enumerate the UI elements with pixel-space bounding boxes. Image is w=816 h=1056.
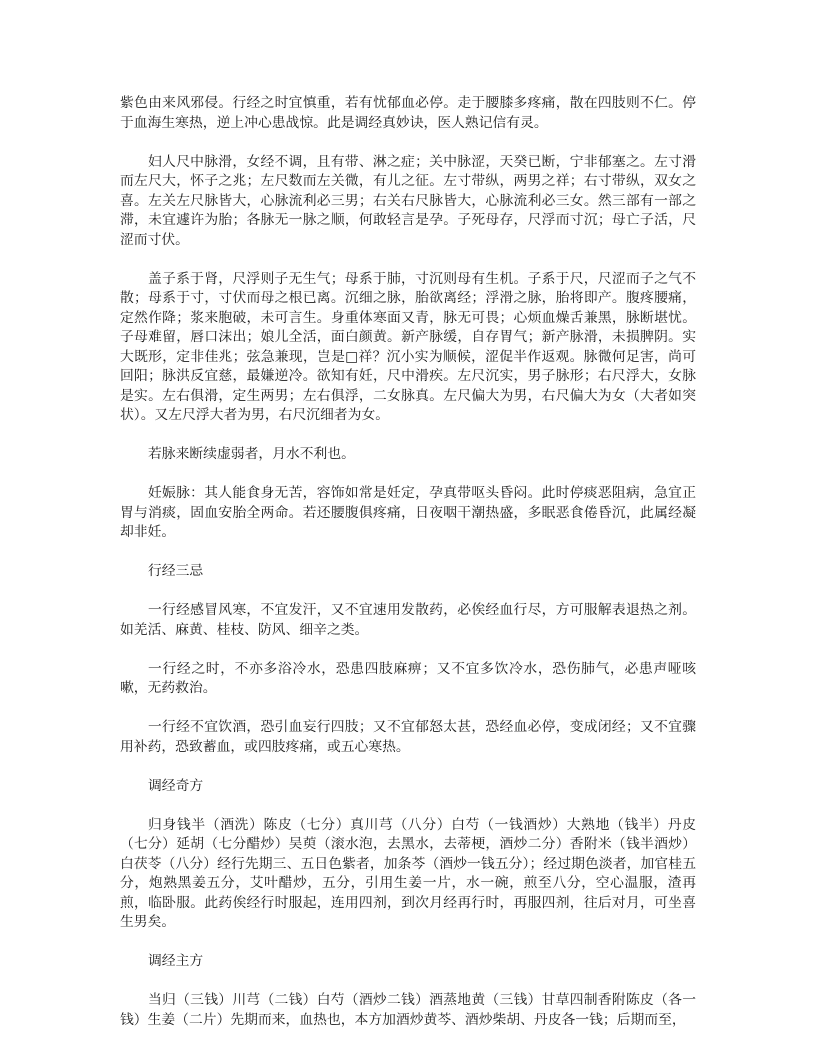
section-heading-special-formula: 调经奇方 — [148, 777, 204, 794]
paragraph-special-formula: 归身钱半（酒洗）陈皮（七分）真川芎（八分）白芍（一钱酒炒）大熟地（钱半）丹皮（七分）延胡（七分醋炒）吴萸（滚水泡，去黑水，去蒂梗，酒炒二分）香附米（钱半酒炒）白茯苓（八分）经行先期三、五日色紫者，加条芩（酒炒一钱五分）；经过期色淡者，加官桂五分，炮熟黑姜五分，艾叶醋炒，五分，引用生姜一片，水一碗，煎至八分，空心温服，渣再煎，临卧服。此药俟经行时服起，连用四剂，到次月经再行时，再服四剂，往后对月，可坐喜生男矣。 — [120, 816, 696, 930]
paragraph-pregnancy-pulse: 妊娠脉：其人能食身无苦，容饰如常是妊定，孕真带呕头昏闷。此时停痰恶阻病，急宜正胃与消痰，固血安胎全两命。若还腰腹俱疼痛，日夜咽干潮热盛，多眠恶食倦昏沉，此属经凝却非妊。 — [120, 485, 696, 540]
paragraph-mother-child-pulse: 盖子系于肾，尺浮则子无生气；母系于肺，寸沉则母有生机。子系于尺，尺涩而子之气不散；母系于寸，寸伏而母之根已离。沉细之脉，胎欲离经；浮滑之脉，胎将即产。腹疼腰痛，定然作降；浆来胞破，未可言生。身重体寒面又青，脉无可畏；心烦血燥舌兼黑，脉断堪忧。子母难留，唇口沫出；娘儿全活，面白颜黄。新产脉缓，自存胃气；新产脉滑，未损脾阴。实大既形，定非佳兆；弦急兼现，岂是□祥？沉小实为顺候，涩促半作返观。脉微何足害，尚可回阳；脉洪反宜慈，最嫌逆冷。欲知有妊，尺中滑疾。左尺沉实，男子脉形；右尺浮大，女脉是实。左右俱滑，定生两男；左右俱浮，二女脉真。左尺偏大为男，右尺偏大为女（大者如突状）。又左尺浮大者为男，右尺沉细者为女。 — [120, 270, 696, 423]
paragraph-intro: 紫色由来风邪侵。行经之时宜慎重，若有忧郁血必停。走于腰膝多疼痛，散在四肢则不仁。停于血海生寒热，逆上冲心患战惊。此是调经真妙诀，医人熟记信有灵。 — [120, 95, 696, 131]
paragraph-pulse-diagnosis: 妇人尺中脉滑，女经不调，且有带、淋之症；关中脉涩，天癸已断，宁非郁塞之。左寸滑而左尺大，怀子之兆；左尺数而左关微，有儿之征。左寸带纵，两男之祥；右寸带纵，双女之喜。左关左尺脉皆大，心脉流利必三男；右关右尺脉皆大，心脉流利必三女。然三部有一部之滞，未宜遽许为胎；各脉无一脉之顺，何敢轻言是孕。子死母存，尺浮而寸沉；母亡子活，尺涩而寸伏。 — [120, 153, 696, 248]
paragraph-taboo-3: 一行经不宜饮酒，恐引血妄行四肢；又不宜郁怒太甚，恐经血必停，变成闭经；又不宜骤用补药，恐致蓄血，或四肢疼痛，或五心寒热。 — [120, 719, 696, 755]
paragraph-taboo-2: 一行经之时，不亦多浴冷水，恐患四肢麻痹；又不宜多饮冷水，恐伤肺气，必患声哑咳嗽，无药救治。 — [120, 660, 696, 696]
section-heading-three-taboos: 行经三忌 — [148, 563, 204, 579]
section-heading-main-formula: 调经主方 — [148, 953, 204, 969]
paragraph-taboo-1: 一行经感冒风寒，不宜发汗，又不宜速用发散药，必俟经血行尽，方可服解表退热之剂。如羌活、麻黄、桂枝、防风、细辛之类。 — [120, 602, 696, 638]
paragraph-main-formula: 当归（三钱）川芎（二钱）白芍（酒炒二钱）酒蒸地黄（三钱）甘草四制香附陈皮（各一钱）生姜（二片）先期而来，血热也，本方加酒炒黄芩、酒炒柴胡、丹皮各一钱；后期而至， — [120, 992, 696, 1028]
paragraph-menstrual-irregular: 若脉来断续虚弱者，月水不利也。 — [148, 446, 355, 462]
